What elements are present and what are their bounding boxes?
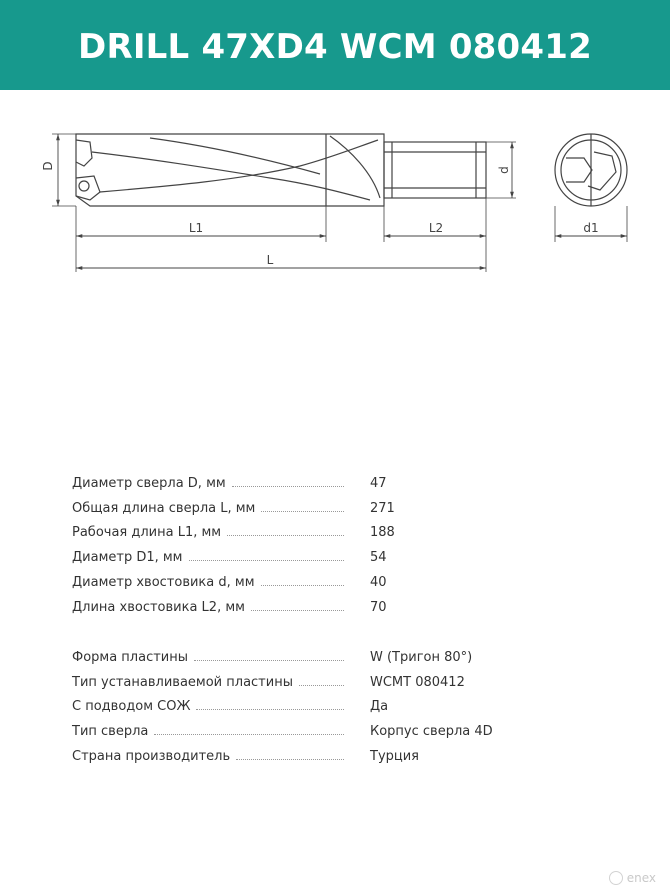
dim-label-d1: d1 bbox=[583, 221, 599, 235]
spec-value: 54 bbox=[370, 550, 387, 566]
spec-value: W (Тригон 80°) bbox=[370, 649, 473, 665]
spec-row bbox=[72, 665, 532, 690]
dim-label-d: d bbox=[497, 166, 511, 174]
dim-label-L1: L1 bbox=[188, 221, 204, 235]
dim-label-L2: L2 bbox=[428, 221, 444, 235]
flute-line bbox=[100, 140, 378, 192]
drill-body-outline bbox=[76, 134, 384, 206]
spec-label: Общая длина сверла L, мм bbox=[72, 501, 259, 516]
spec-row bbox=[72, 640, 532, 665]
shank-outline bbox=[384, 142, 486, 198]
spec-value: Да bbox=[370, 699, 389, 715]
flute-line bbox=[330, 136, 380, 198]
spec-label: Диаметр D1, мм bbox=[72, 550, 187, 565]
spec-label: Тип устанавливаемой пластины bbox=[72, 675, 297, 690]
dim-label-L: L bbox=[266, 253, 274, 267]
logo-text: enex bbox=[626, 871, 656, 885]
drill-technical-drawing bbox=[0, 100, 670, 290]
specs-dimensions bbox=[72, 466, 532, 615]
spec-row bbox=[72, 590, 532, 615]
spec-value: 188 bbox=[370, 525, 395, 541]
spec-value: WCMT 080412 bbox=[370, 674, 465, 690]
spec-label: Диаметр хвостовика d, мм bbox=[72, 575, 259, 590]
spec-row bbox=[72, 739, 532, 764]
spec-value: 40 bbox=[370, 574, 387, 590]
flute-line bbox=[150, 138, 320, 174]
enex-logo bbox=[609, 871, 656, 885]
spec-label: С подводом СОЖ bbox=[72, 699, 194, 714]
spec-value: 271 bbox=[370, 500, 395, 516]
spec-row bbox=[72, 540, 532, 565]
spec-value: 47 bbox=[370, 475, 387, 491]
spec-value: Корпус сверла 4D bbox=[370, 724, 493, 740]
spec-row bbox=[72, 516, 532, 541]
insert-outline bbox=[76, 140, 92, 166]
spec-value: Турция bbox=[370, 748, 420, 764]
spec-row bbox=[72, 690, 532, 715]
spec-row bbox=[72, 491, 532, 516]
spec-label: Рабочая длина L1, мм bbox=[72, 525, 225, 540]
spec-row bbox=[72, 714, 532, 739]
spec-row bbox=[72, 565, 532, 590]
specs-properties bbox=[72, 640, 532, 764]
insert-hole bbox=[79, 181, 89, 191]
spec-value: 70 bbox=[370, 599, 387, 615]
dim-label-D: D bbox=[41, 161, 55, 171]
spec-label: Форма пластины bbox=[72, 650, 192, 665]
spec-label: Длина хвостовика L2, мм bbox=[72, 600, 249, 615]
spec-label: Тип сверла bbox=[72, 724, 152, 739]
logo-ring-icon bbox=[609, 871, 623, 885]
header-banner bbox=[0, 0, 670, 90]
page-title: DRILL 47XD4 WCM 080412 bbox=[78, 27, 592, 67]
flute-line bbox=[92, 152, 370, 200]
spec-label: Диаметр сверла D, мм bbox=[72, 476, 230, 491]
spec-label: Страна производитель bbox=[72, 749, 234, 764]
spec-row bbox=[72, 466, 532, 491]
